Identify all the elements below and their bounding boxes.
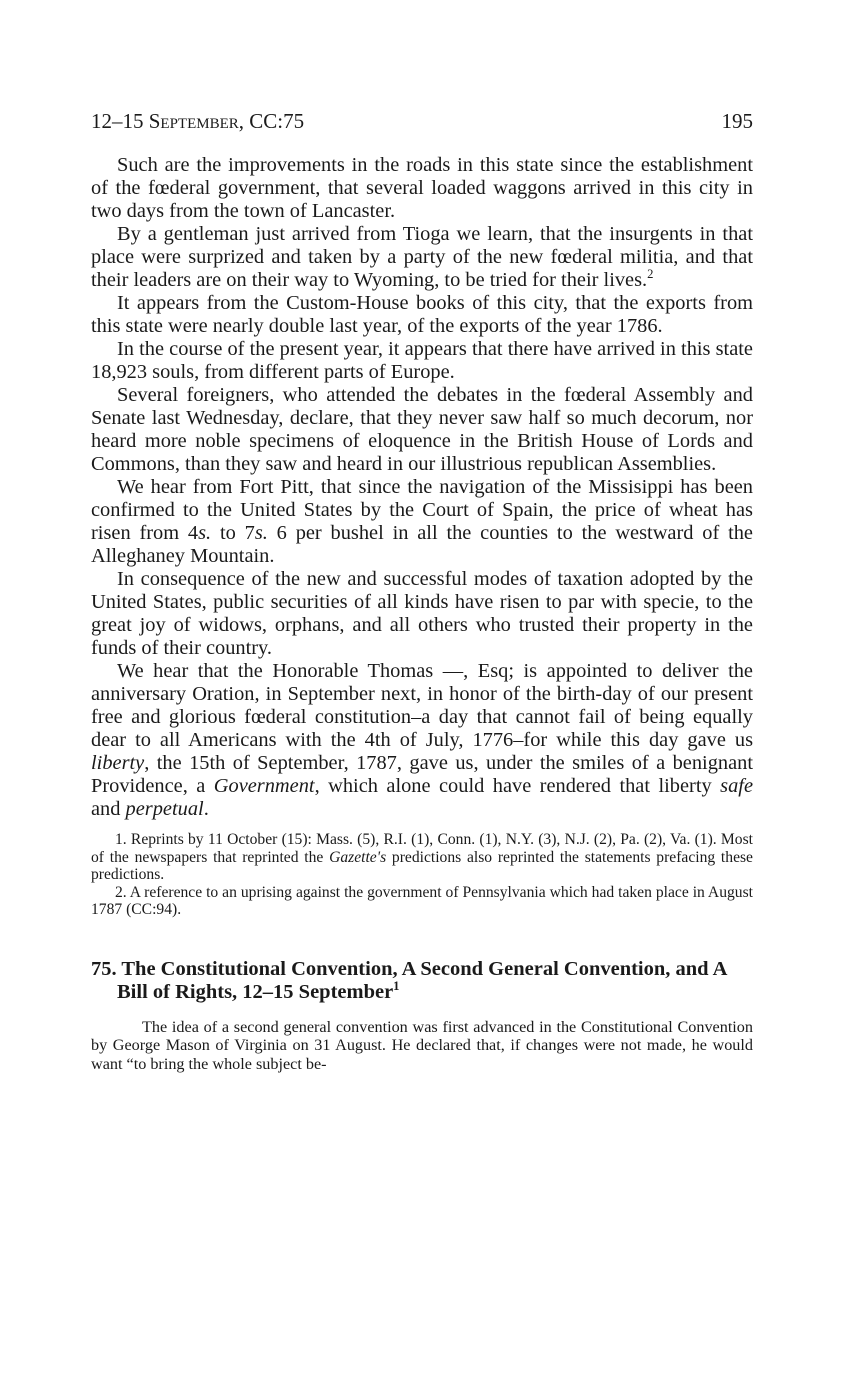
paragraph-oration (91, 660, 753, 821)
oration-text-e: . (203, 798, 209, 820)
document-page (91, 108, 753, 1074)
paragraph-tioga-text: By a gentleman just arrived from Tioga we learn, that the insurgents in that place were surprized and taken by a party of the new fœderal militia, and that their leaders are on their way to Wyoming, to be tried for their lives. (91, 223, 753, 291)
fort-pitt-text-a: We hear from Fort Pitt, that since the navigation of the Missisippi has been confirmed to the United States by the Court of Spain, the price of wheat has risen from 4 (91, 476, 753, 544)
newspaper-extract (91, 154, 753, 821)
section-heading (91, 958, 753, 1005)
paragraph-roads: Such are the improvements in the roads in this state since the establishment of the fœderal government, that several loaded waggons arrived in this city in two days from the town of Lancaster. (91, 154, 753, 222)
footnote-1-text-b: predictions also reprinted the statements prefacing these predictions. (91, 848, 753, 883)
section-heading-text: 75. The Constitutional Convention, A Second General Convention, and A Bill of Rights, 12–15 September (91, 957, 727, 1003)
footnote-1 (91, 831, 753, 884)
running-head-date-range: 12–15 (91, 109, 144, 133)
oration-text-a: We hear that the Honorable Thomas —, Esq; is appointed to deliver the anniversary Oration, in September next, in honor of the birth-day of our present free and glorious fœderal constitution–a day that cannot fail of being equally dear to all Americans with the 4th of July, 1776–for while this day gave us (91, 660, 753, 751)
running-head-title (91, 108, 304, 134)
fort-pitt-text-b: to 7 (211, 522, 255, 544)
page-number: 195 (721, 109, 753, 133)
running-head-month: September (148, 109, 239, 133)
paragraph-foreigners: Several foreigners, who attended the debates in the fœderal Assembly and Senate last Wednesday, declare, that they never saw half so much decorum, nor heard more noble specimens of eloquence in the British House of Lords and Commons, than they saw and heard in our illustrious republican Assemblies. (91, 384, 753, 475)
oration-safe: safe (720, 775, 754, 797)
fort-pitt-text-c: 6 per bushel in all the counties to the westward of the Alleghaney Mountain. (91, 522, 753, 567)
paragraph-tioga (91, 223, 753, 292)
footnote-ref-2: 2 (647, 267, 654, 282)
shilling-abbrev-2: s. (254, 522, 268, 544)
footnote-2: 2. A reference to an uprising against the government of Pennsylvania which had taken place in August 1787 (CC:94). (91, 883, 753, 918)
oration-text-b: , the 15th of September, 1787, gave us, under the smiles of a benignant Providence, a (91, 752, 753, 797)
footnote-1-text-a: 1. Reprints by 11 October (15): Mass. (5), R.I. (1), Conn. (1), N.Y. (3), N.J. (2), Pa. (2), Va. (1). Most of the newspapers that reprinted the (91, 831, 753, 866)
section-intro-paragraph: The idea of a second general convention was first advanced in the Constitutional Convention by George Mason of Virginia on 31 August. He declared that, if changes were not made, he would want “to bring the whole subject be- (91, 1017, 753, 1074)
paragraph-taxation: In consequence of the new and successful modes of taxation adopted by the United States, public securities of all kinds have risen to par with specie, to the great joy of widows, orphans, and all others who trusted their property in the funds of their country. (91, 568, 753, 659)
paragraph-immigrants: In the course of the present year, it appears that there have arrived in this state 18,923 souls, from different parts of Europe. (91, 338, 753, 383)
footnote-1-gazette: Gazette's (329, 848, 387, 866)
oration-perpetual: perpetual (125, 798, 204, 820)
oration-government: Government (213, 775, 315, 797)
section-intro (91, 1018, 753, 1074)
running-head (91, 108, 753, 134)
paragraph-fort-pitt (91, 476, 753, 568)
shilling-abbrev-1: s. (198, 522, 212, 544)
paragraph-exports: It appears from the Custom-House books of this city, that the exports from this state were nearly double last year, of the exports of the year 1786. (91, 292, 753, 337)
oration-text-d: and (91, 798, 126, 820)
running-head-doc-ref: , CC:75 (238, 109, 305, 133)
oration-text-c: , which alone could have rendered that liberty (314, 775, 721, 797)
oration-liberty: liberty (91, 752, 145, 774)
section-footnote-ref: 1 (393, 979, 400, 994)
footnotes (91, 831, 753, 919)
